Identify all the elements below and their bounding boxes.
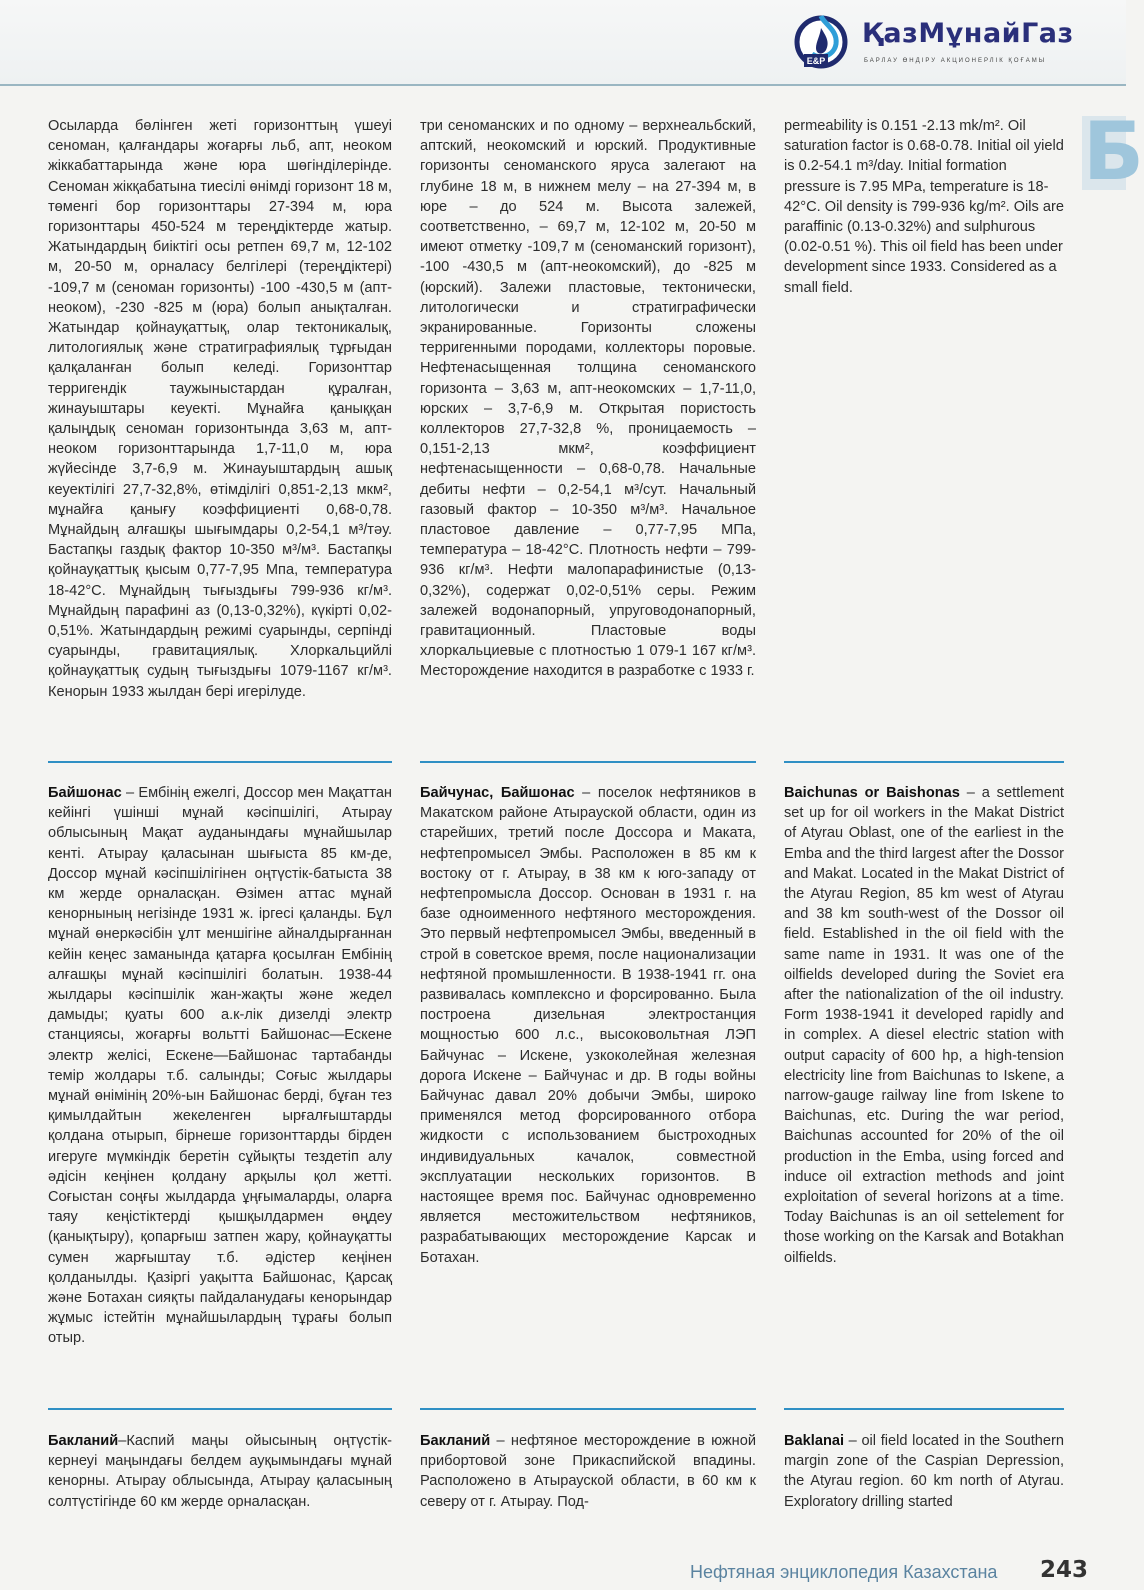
entry-term: Baichunas or Baishonas (784, 785, 960, 801)
section1-russian-text: три сеноманских и по одному – верхнеальбский, аптский, неокомский и юрский. Продуктивные горизонты сеноманского яруса залегают на глубине 18 м, в нижнем мелу – на 27-394 м, в юре – до 524 м. Высота залежей, соответственно, – 69,7 м, 12-102 м, 20-50 м имеют отметку -109,7 м (сеноманский горизонт), -100 -430,5 м (апт-неокомский), до -825 м (юрский). Залежи пластовые, тектонически, литологически и стратиграфически экранированные. Горизонты сложены терригенными породами, коллекторы поровые. Нефтенасыщенная толщина сеноманского горизонта – 3,63 м, апт-неокомских – 1,7-11,0, юрских – 3,7-6,9 м. Открытая пористость коллекторов 27,7-32,8 %, проницаемость – 0,151-2,13 мкм², коэффициент нефтенасыщенности – 0,68-0,78. Начальные дебиты нефти – 0,2-54,1 м³/сут. Начальный газовый фактор – 10-350 м³/м³. Начальное пластовое давление – 0,77-7,95 МПа, температура – 18-42°С. Плотность нефти – 799-936 кг/м³. Нефти малопарафинистые (0,13-0,32%), содержат 0,02-0,51% серы. Режим залежей водонапорный, упруговодонапорный, гравитационный. Пластовые воды хлоркальциевые с плотностью 1 079-1 167 кг/м³. Месторождение находится в разработке с 1933 г. (420, 118, 756, 680)
entry-term: Байшонас (48, 785, 122, 801)
page-number: 243 (1040, 1557, 1089, 1583)
entry-body: – a settlement set up for oil workers in the Makat District of Atyrau Oblast, one of the earliest in the Emba and the third largest after the Dossor and Makat. Located in the Makat District of the Atyrau Region, 85 km west of Atyrau and 38 km south-west of the Dossor oil field. Established in the oil field with the same name in 1931. It was one of the oilfields developed during the Soviet era after the nationalization of the oil industry. Form 1938-1941 it developed rapidly and in complex. A diesel electric station with output capacity of 600 hp, a high-tension electricity line from Baichunas to Iskene, a narrow-gauge railway line from Iskene to Baichunas, etc. During the war period, Baichunas accounted for 20% of the oil production in the Emba, using forced and induce oil extraction methods and joint exploitation of several horizons at a time. Today Baichunas is an oil settelement for those working on the Karsak and Botakhan oilfields. (784, 785, 1064, 1266)
entry-term: Baklanai (784, 1433, 845, 1449)
entry-body: – oil field located in the Southern margin zone of the Caspian Depression, the Atyrau region. 60 km north of Atyrau. Exploratory drilling started (784, 1433, 1064, 1510)
entry-baklaniy-russian (420, 1431, 756, 1512)
divider-rule (420, 1408, 756, 1410)
entry-body: – нефтяное месторождение в южной прибортовой зоне Прикаспийской впадины. Расположено в Атырауской области, в 60 км к северу от г. Атырау. Под- (420, 1433, 756, 1510)
divider-rule (784, 1408, 1064, 1410)
section1-english-text: permeability is 0.151 -2.13 mk/m². Oil saturation factor is 0.68-0.78. Initial oil yield is 0.2-54.1 m³/day. Initial formation pressure is 7.95 MPa, temperature is 18-42°C. Oil density is 799-936 kg/m². Oils are paraffinic (0.13-0.32%) and sulphurous (0.02-0.51 %). This oil field has been under development since 1933. Considered as a small field. (784, 118, 1064, 296)
divider-rule (420, 761, 756, 763)
divider-rule (48, 1408, 392, 1410)
entry-term: Байчунас, Байшонас (420, 785, 575, 801)
entry-body: – поселок нефтяников в Макатском районе Атырауской области, один из старейших, третий после Доссора и Маката, нефтепромысел Эмбы. Расположен в 85 км к востоку от г. Атырау, в 38 км к юго-западу от нефтепромысла Доссор. Основан в 1931 г. на базе одноименного нефтяного месторождения. Это первый нефтепромысел Эмбы, введенный в строй в советское время, после национализации нефтяной промышленности. В 1938-1941 гг. она развивалась комплексно и форсированно. Была построена дизельная электростанция мощностью 600 л.с., высоковольтная ЛЭП Байчунас – Искене, узкоколейная железная дорога Искене – Байчунас и др. В годы войны Байчунас давал 20% добычи Эмбы, широко применялся метод форсированного отбора жидкости с использованием быстроходных индивидуальных качалок, совместной эксплуатации нескольких горизонтов. В настоящее время пос. Байчунас одновременно является местожительством нефтяников, разрабатывающих месторождение Карсак и Ботахан. (420, 785, 756, 1266)
logo-subtitle: БАРЛАУ ӨНДІРУ АКЦИОНЕРЛІК ҚОҒАМЫ (864, 58, 1047, 64)
entry-baichunas-english (784, 783, 1064, 1268)
section1-kazakh-text: Осыларда бөлінген жеті горизонттың үшеуі сеноман, қалғандары жоғарғы льб, апт, неоком жіккабаттарында және юра шөгінділерінде. Сеноман жікқабатына тиесілі өнімді горизонт 18 м, төменгі бор горизонттары 27-394 м, юра горизонттары 450-524 м тереңдіктерде жатыр. Жатындардың биіктігі осы ретпен 69,7 м, 12-102 м, 20-50 м, орналасу белгілері (тереңдіктері) -109,7 м (сеноман горизонты) -100 -430,5 м (апт-неоком), -230 -825 м (юра) болып анықталған. Жатындар қойнауқаттық, олар тектоникалық, литологиялық және стратиграфиялық тұрғыдан қалқаланған болып келеді. Горизонттар терригендік таужыныстардан құралған, жинауыштары кеуекті. Мұнайға қаныққан қалыңдық сеноман горизонтында 3,63 м, апт-неоком горизонттарында 1,7-11,0 м, юра жүйесінде 3,7-6,9 м. Жинауыштардың ашық кеуектілігі 27,7-32,8%, өтімділігі 0,851-2,13 мкм², мұнайға қанығу коэффициенті 0,68-0,78. Мұнайдың алғашқы шығымдары 0,2-54,1 м³/тәу. Бастапқы газдық фактор 10-350 м³/м³. Бастапқы қойнауқаттық қысым 0,77-7,95 Мпа, температура 18-42°С. Мұнайдың тығыздығы 799-936 кг/м³. Мұнайдың парафині аз (0,13-0,32%), күкірті 0,02-0,51%. Жатындардың режимі суарынды, серпінді суарынды, гравитациялық. Хлоркальцийлі қойнауқаттық судың тығыздығы 1079-1167 кг/м³. Кенорын 1933 жылдан бері игерілуде. (48, 118, 392, 700)
entry-baklanai-english (784, 1431, 1064, 1512)
section-letter: Б (1083, 105, 1144, 198)
company-logo (790, 10, 1120, 76)
logo-badge: E&P (806, 56, 826, 66)
entry-baishonas-kazakh (48, 783, 392, 1349)
entry-baichunas-russian (420, 783, 756, 1268)
drop-emblem-icon (790, 10, 856, 72)
footer-title: Нефтяная энциклопедия Казахстана (690, 1562, 998, 1582)
entry-baklaniy-kazakh (48, 1431, 392, 1512)
divider-rule (48, 761, 392, 763)
entry-term: Бакланий (48, 1433, 119, 1449)
logo-name: ҚазМұнайГаз (862, 18, 1074, 49)
divider-rule (784, 761, 1064, 763)
entry-body: – Ембінің ежелгі, Доссор мен Мақаттан кейінгі үшінші мұнай кәсіпшілігі, Атырау облысының Мақат ауданындағы мұнайшылар кенті. Атырау қаласынан шығыста 85 км-де, Доссор мұнай кәсіпшілігінен оңтүстік-батыста 38 км жерде орналасқан. Өзімен аттас мұнай кенорнының негізінде 1931 ж. іргесі қаланды. Бұл мұнай өнеркәсібін ұлт меншігіне айналдырғаннан кейін кеңес заманында қатарға қосылған Ембінің алғашқы мұнай кәсіпшілігі болатын. 1938-44 жылдары кәсіпшілік жан-жақты және жедел дамыды; қуаты 600 а.к-лік дизелді электр станциясы, жоғарғы вольтті Байшонас—Ескене электр желісі, Ескене—Байшонас тартабанды темір жолдары т.б. салынды; Соғыс жылдары мұнай өнімінің 20%-ын Байшонас берді, бұған тез қимылдайтын жекеленген ырғалғыштарды қолдана отырып, бірнеше горизонттарды бірден игеруге мүмкіндік беретін сұйықты тездетіп алу әдісін кеңінен қолдану арқылы қол жетті. Соғыстан соңғы жылдарда ұңғымаларды, оларға таяу кеңістіктерді қышқылдармен өңдеу (қанықтыру), қопарғыш затпен жару, қойнауқатты сумен жарғыштау т.б. әдістер кеңінен қолданылды. Қазіргі уақытта Байшонас, Қарсақ және Ботахан сияқты пайдаланудағы кенорындар жұмыс істейтін мұнайшылардың тұрағы болып отыр. (48, 785, 392, 1347)
entry-term: Бакланий (420, 1433, 491, 1449)
entry-body: –Каспий маңы ойысының оңтүстік-кернеуі маңындағы белдем ауқымындағы мұнай кенорны. Атырау облысында, Атырау қаласының солтүстігінде 60 км жерде орналасқан. (48, 1433, 392, 1510)
